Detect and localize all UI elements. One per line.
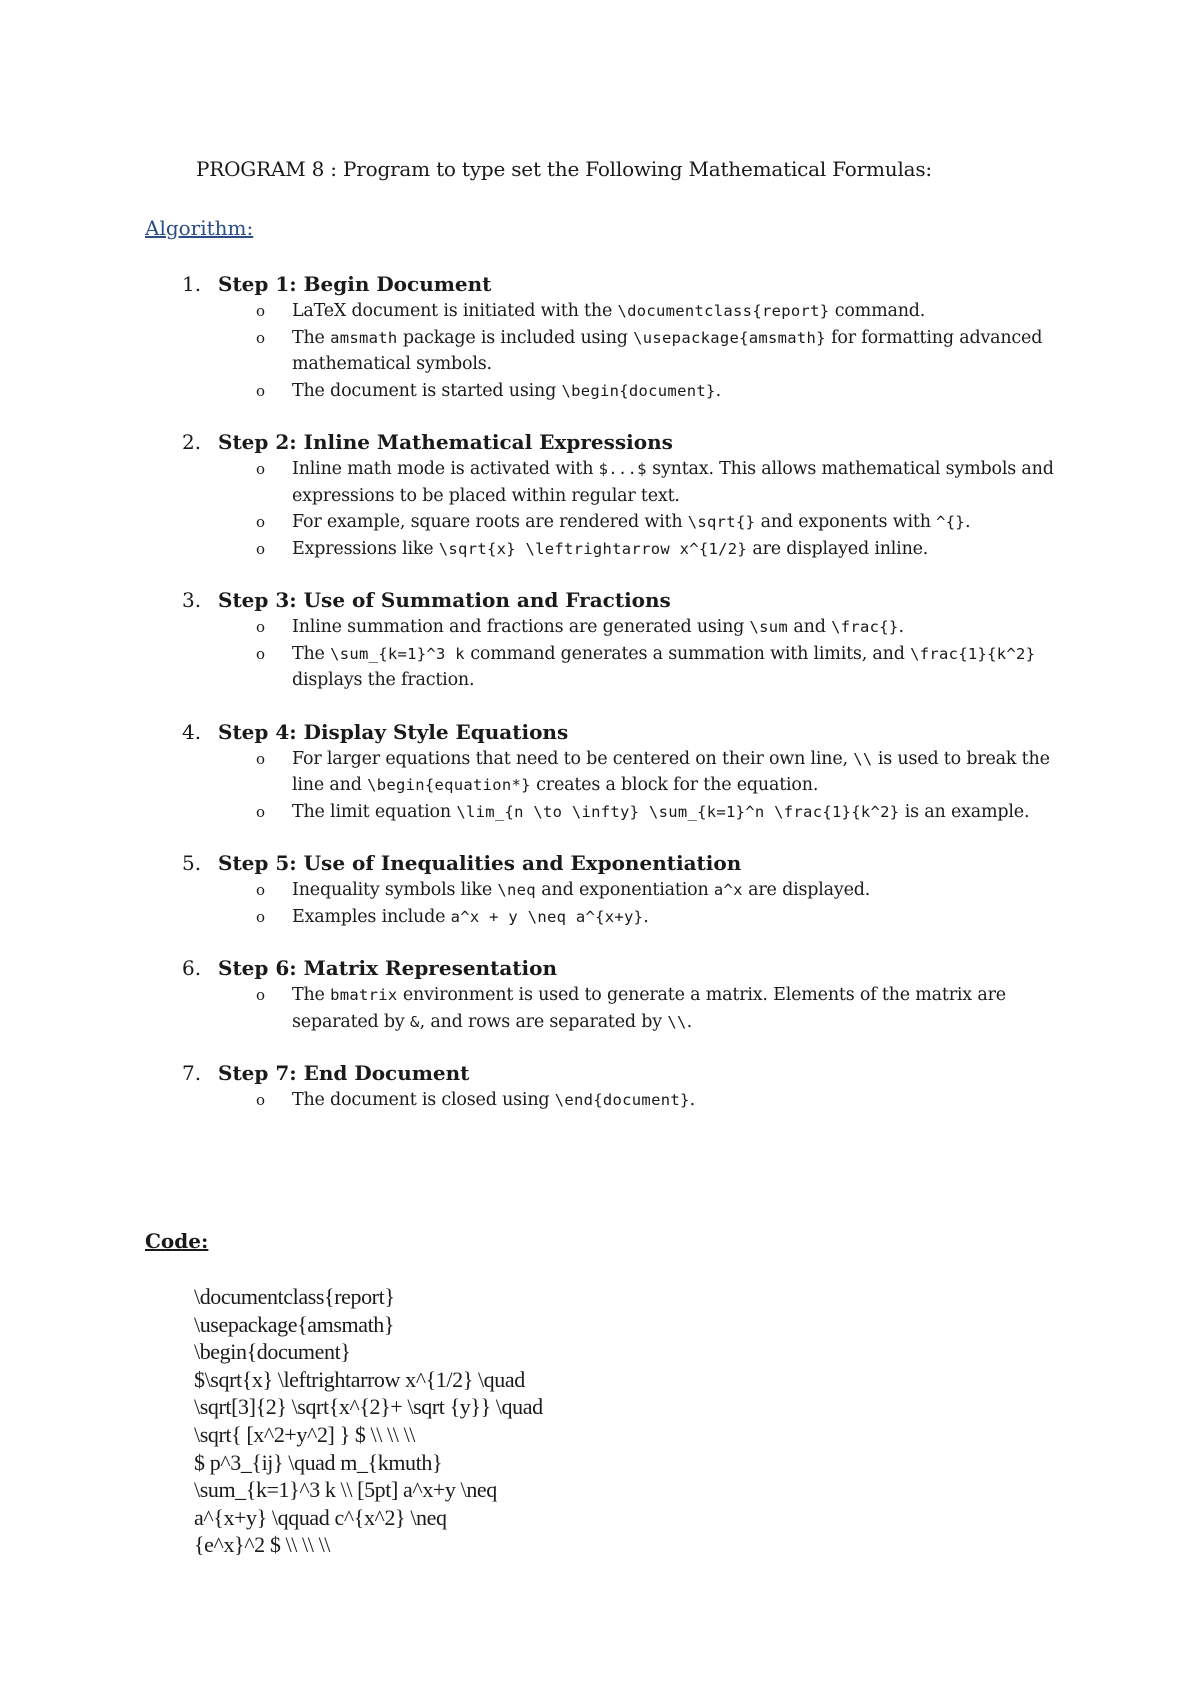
inline-code: \documentclass{report} — [617, 302, 830, 320]
bullet-text: command. — [829, 301, 926, 321]
step-title: Step 2: Inline Mathematical Expressions — [218, 430, 673, 454]
bullet-text: Inline math mode is activated with — [292, 459, 599, 479]
step-title: Step 6: Matrix Representation — [218, 956, 558, 980]
code-line: \documentclass{report} — [194, 1284, 395, 1309]
bullet-text: . — [898, 617, 904, 637]
bullet-marker-icon: o — [256, 513, 265, 531]
step-bullet-item — [0, 746, 1072, 799]
step-title: Step 7: End Document — [218, 1061, 470, 1085]
bullet-text: The document is closed using — [292, 1090, 555, 1110]
inline-code: amsmath — [330, 328, 398, 347]
bullet-text: creates a block for the equation. — [530, 775, 819, 795]
bullet-marker-icon: o — [256, 1091, 265, 1109]
algorithm-step — [0, 588, 1200, 694]
code-line: $ p^3_{ij} \quad m_{kmuth} — [194, 1449, 443, 1475]
inline-code: \frac{1}{k^2} — [910, 644, 1036, 663]
inline-code: \lim_{n \to \infty} \sum_{k=1}^n \frac{1}{k^2} — [456, 802, 900, 821]
bullet-text: Examples include — [292, 906, 451, 927]
step-bullet-item — [0, 325, 1072, 378]
inline-code: ^{} — [936, 513, 966, 531]
step-number: 7. — [182, 1061, 202, 1085]
step-bullet-list — [0, 746, 1200, 826]
inline-code: \begin{equation*} — [367, 776, 531, 794]
code-line: a^{x+y} \qquad c^{x^2} \neq — [194, 1504, 447, 1530]
bullet-text: For example, square roots are rendered with — [292, 512, 688, 532]
bullet-marker-icon: o — [256, 302, 265, 320]
inline-code: \begin{document} — [561, 381, 716, 400]
step-bullet-list — [0, 982, 1200, 1035]
code-line: \sum_{k=1}^3 k \\ [5pt] a^x+y \neq — [194, 1477, 497, 1503]
step-title: Step 1: Begin Document — [218, 272, 492, 296]
bullet-marker-icon: o — [256, 644, 265, 663]
step-number: 3. — [182, 588, 202, 612]
bullet-text: is an example. — [899, 801, 1030, 822]
inline-code: \\ — [667, 1012, 687, 1031]
inline-code: \usepackage{amsmath} — [633, 328, 826, 347]
step-heading — [0, 720, 1200, 746]
inline-code: \end{document} — [554, 1091, 690, 1109]
inline-code: \sqrt{x} \leftrightarrow x^{1/2} — [438, 539, 748, 558]
bullet-text: The — [292, 327, 331, 348]
code-line: \begin{document} — [194, 1339, 351, 1365]
bullet-text: for formatting advanced mathematical symbols. — [292, 327, 1043, 374]
code-line: \sqrt{ [x^2+y^2] } $ \\ \\ \\ — [194, 1421, 416, 1447]
step-bullet-item — [0, 509, 1072, 536]
step-heading — [0, 1061, 1200, 1087]
bullet-text: For larger equations that need to be centered on their own line, — [292, 748, 854, 769]
bullet-text: Expressions like — [292, 538, 439, 559]
bullet-text: . — [965, 512, 971, 532]
bullet-marker-icon: o — [256, 328, 265, 347]
step-number: 5. — [182, 851, 202, 875]
step-number: 4. — [182, 719, 202, 744]
inline-code: a^x — [713, 881, 743, 899]
step-bullet-item — [0, 877, 1072, 904]
bullet-text: are displayed inline. — [747, 538, 929, 559]
algorithm-step — [0, 851, 1200, 930]
code-line: {e^x}^2 $ \\ \\ \\ — [194, 1532, 331, 1558]
code-heading: Code: — [145, 1229, 209, 1253]
step-number: 2. — [182, 430, 202, 454]
step-bullet-item — [0, 1087, 1072, 1114]
bullet-text: The document is started using — [292, 380, 562, 401]
bullet-text: command generates a summation with limits, and — [464, 643, 911, 664]
bullet-marker-icon: o — [256, 802, 265, 821]
step-bullet-list — [0, 877, 1200, 930]
bullet-marker-icon: o — [256, 460, 265, 478]
inline-code: $...$ — [598, 460, 647, 478]
bullet-text: . — [686, 1011, 692, 1032]
bullet-text: displays the fraction. — [292, 670, 475, 690]
step-bullet-item — [0, 641, 1072, 694]
algorithm-step — [0, 272, 1200, 404]
step-title: Step 5: Use of Inequalities and Exponentiation — [218, 851, 742, 875]
step-bullet-list — [0, 1087, 1200, 1114]
step-heading — [0, 430, 1200, 456]
bullet-marker-icon: o — [256, 618, 265, 636]
code-line: \sqrt[3]{2} \sqrt{x^{2}+ \sqrt {y}} \quad — [194, 1394, 543, 1420]
bullet-text: and exponents with — [755, 512, 937, 532]
algorithm-step — [0, 720, 1200, 826]
bullet-text: environment is used to generate a matrix. Elements of the matrix are separated by — [292, 985, 1006, 1032]
code-line: $\sqrt{x} \leftrightarrow x^{1/2} \quad — [194, 1366, 525, 1392]
algorithm-step — [0, 430, 1200, 562]
inline-code: \frac{} — [831, 618, 899, 636]
inline-code: & — [409, 1012, 420, 1031]
step-title: Step 3: Use of Summation and Fractions — [218, 588, 671, 612]
bullet-text: . — [689, 1090, 695, 1110]
bullet-text: are displayed. — [742, 880, 871, 900]
step-number: 1. — [182, 272, 202, 296]
inline-code: \\ — [853, 749, 873, 768]
algorithm-steps-list — [0, 272, 1200, 1140]
bullet-text: The — [292, 985, 331, 1005]
step-bullet-item — [0, 378, 1072, 405]
step-bullet-item — [0, 799, 1072, 826]
code-block — [194, 1283, 543, 1559]
bullet-marker-icon: o — [256, 881, 265, 899]
step-bullet-list — [0, 298, 1200, 404]
bullet-text: and exponentiation — [535, 880, 714, 900]
bullet-text: and — [788, 617, 832, 637]
step-bullet-item — [0, 904, 1072, 931]
step-heading — [0, 956, 1200, 982]
inline-code: \sum — [749, 618, 789, 636]
step-bullet-list — [0, 456, 1200, 562]
inline-code: a^x + y \neq a^{x+y} — [450, 907, 644, 926]
bullet-marker-icon: o — [256, 749, 265, 768]
bullet-marker-icon: o — [256, 986, 265, 1004]
step-bullet-list — [0, 614, 1200, 694]
bullet-text: . — [715, 380, 721, 401]
bullet-text: syntax. This allows mathematical symbols and expressions to be placed within regular text. — [292, 459, 1054, 506]
inline-code: \sum_{k=1}^3 k — [330, 644, 465, 663]
step-heading — [0, 272, 1200, 298]
step-title: Step 4: Display Style Equations — [218, 719, 569, 744]
bullet-text: The — [292, 643, 331, 664]
bullet-marker-icon: o — [256, 381, 265, 400]
step-number: 6. — [182, 956, 202, 980]
bullet-text: The limit equation — [292, 801, 457, 822]
step-bullet-item — [0, 614, 1072, 641]
algorithm-step — [0, 1061, 1200, 1114]
bullet-text: package is included using — [397, 327, 634, 348]
bullet-marker-icon: o — [256, 539, 265, 558]
step-heading — [0, 851, 1200, 877]
algorithm-heading: Algorithm: — [145, 216, 254, 240]
inline-code: \neq — [497, 881, 536, 899]
step-bullet-item — [0, 536, 1072, 563]
code-line: \usepackage{amsmath} — [194, 1311, 395, 1337]
page-title: PROGRAM 8 : Program to type set the Following Mathematical Formulas: — [196, 157, 932, 181]
step-bullet-item — [0, 982, 1072, 1035]
inline-code: bmatrix — [330, 986, 398, 1004]
bullet-text: Inequality symbols like — [292, 880, 498, 900]
bullet-text: is used to break the line and — [292, 748, 1050, 795]
bullet-marker-icon: o — [256, 907, 265, 926]
bullet-text: Inline summation and fractions are generated using — [292, 617, 750, 637]
step-heading — [0, 588, 1200, 614]
bullet-text: , and rows are separated by — [419, 1011, 668, 1032]
bullet-text: . — [643, 906, 649, 927]
bullet-text: LaTeX document is initiated with the — [292, 301, 618, 321]
step-bullet-item — [0, 456, 1072, 509]
algorithm-step — [0, 956, 1200, 1035]
step-bullet-item — [0, 298, 1072, 325]
inline-code: \sqrt{} — [687, 513, 756, 531]
